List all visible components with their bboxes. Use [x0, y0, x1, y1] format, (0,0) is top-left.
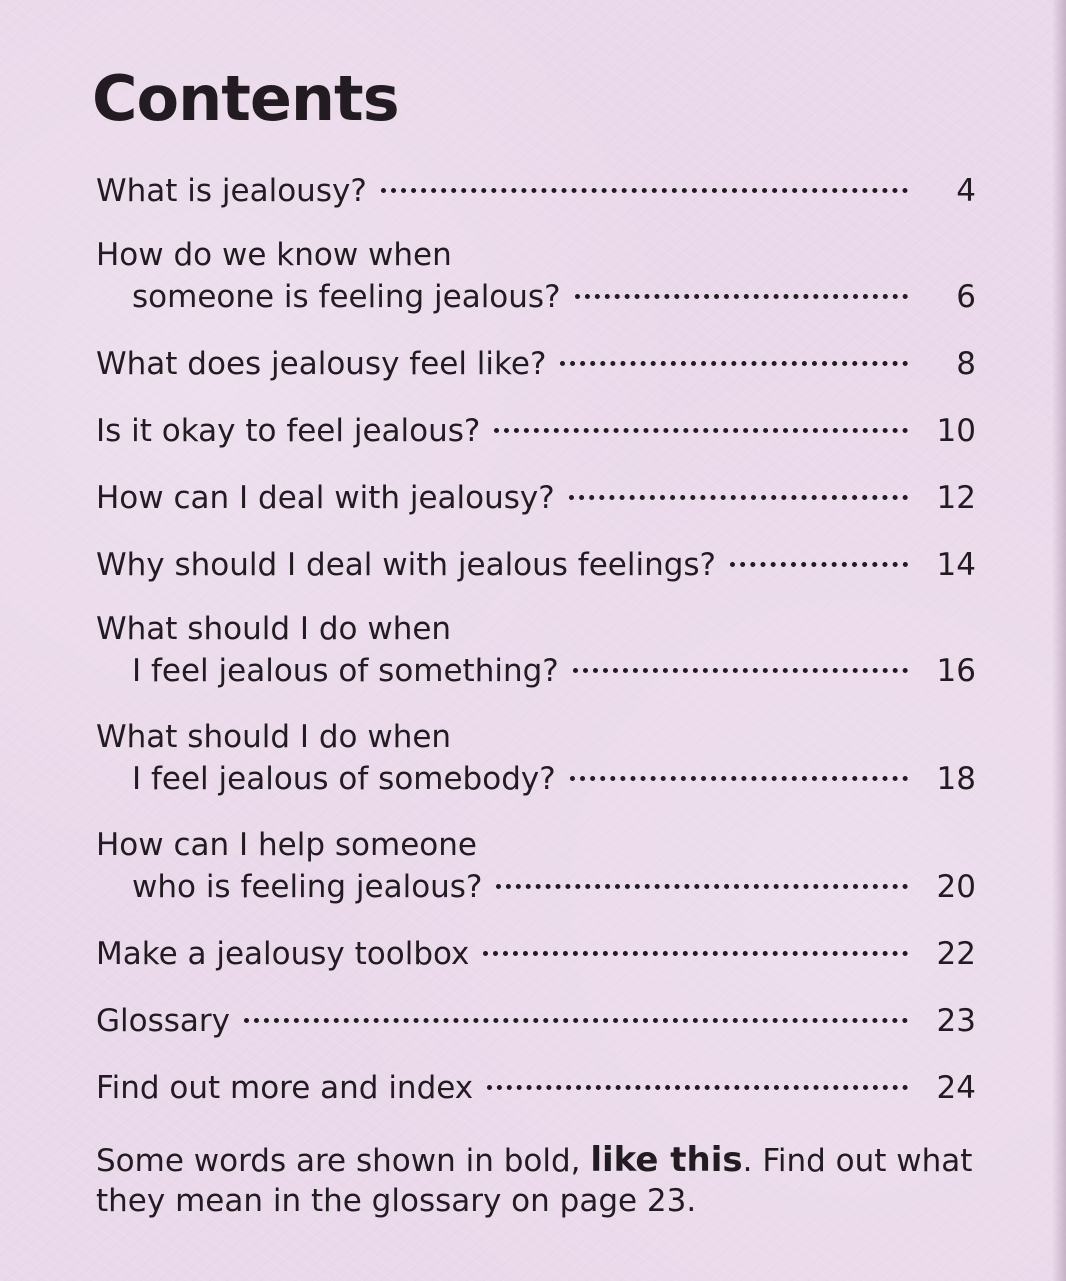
toc-page-number: 22	[936, 936, 976, 972]
toc-page-number: 16	[936, 653, 976, 689]
toc-entry-label: Glossary	[96, 1003, 230, 1039]
toc-entry[interactable]	[96, 234, 976, 318]
glossary-note	[96, 1140, 976, 1221]
toc-entry[interactable]	[96, 824, 976, 908]
toc-entry-label: Make a jealousy toolbox	[96, 936, 470, 972]
toc-entry-label: someone is feeling jealous?	[132, 279, 561, 315]
toc-leader-dots	[494, 428, 908, 433]
toc-entry[interactable]	[96, 1067, 976, 1109]
toc-page-number: 4	[956, 173, 976, 209]
glossary-note-text-after: . Find out what they mean in the glossary on page 23.	[96, 1143, 973, 1219]
toc-entry[interactable]	[96, 933, 976, 975]
toc-entry-label: Why should I deal with jealous feelings?	[96, 547, 717, 583]
toc-page-number: 23	[936, 1003, 976, 1039]
toc-entry[interactable]	[96, 608, 976, 692]
page-title: Contents	[92, 62, 399, 135]
toc-leader-dots	[381, 188, 908, 193]
toc-leader-dots	[483, 951, 908, 956]
toc-page-number: 14	[936, 547, 976, 583]
toc-entry-line1: What should I do when	[96, 719, 452, 755]
toc-page-number: 10	[936, 413, 976, 449]
page-edge-shadow	[1052, 0, 1066, 1281]
toc-entry-label: Find out more and index	[96, 1070, 474, 1106]
toc-entry-line1: How do we know when	[96, 237, 452, 273]
toc-leader-dots	[575, 294, 908, 299]
toc-page-number: 24	[936, 1070, 976, 1106]
toc-page-number: 8	[956, 346, 976, 382]
toc-entry-label: I feel jealous of something?	[132, 653, 559, 689]
toc-entry-label: What does jealousy feel like?	[96, 346, 547, 382]
toc-entry-label: who is feeling jealous?	[132, 869, 483, 905]
toc-leader-dots	[244, 1018, 908, 1023]
toc-leader-dots	[496, 884, 908, 889]
toc-entry-line1: How can I help someone	[96, 827, 477, 863]
toc-page-number: 20	[936, 869, 976, 905]
toc-page-number: 6	[956, 279, 976, 315]
toc-leader-dots	[573, 668, 908, 673]
toc-entry-label: What is jealousy?	[96, 173, 367, 209]
toc-entry[interactable]	[96, 716, 976, 800]
toc-entry[interactable]	[96, 477, 976, 519]
toc-leader-dots	[730, 562, 908, 567]
toc-leader-dots	[487, 1085, 908, 1090]
toc-page-number: 18	[936, 761, 976, 797]
toc-leader-dots	[569, 495, 908, 500]
toc-entry[interactable]	[96, 1000, 976, 1042]
toc-entry-line1: What should I do when	[96, 611, 452, 647]
toc-entry[interactable]	[96, 410, 976, 452]
glossary-note-text-before: Some words are shown in bold,	[96, 1143, 591, 1179]
toc-leader-dots	[570, 776, 908, 781]
toc-entry-label: How can I deal with jealousy?	[96, 480, 555, 516]
toc-entry-label: Is it okay to feel jealous?	[96, 413, 481, 449]
toc-entry[interactable]	[96, 170, 976, 212]
toc-entry[interactable]	[96, 343, 976, 385]
toc-entry-label: I feel jealous of somebody?	[132, 761, 556, 797]
toc-entry[interactable]	[96, 544, 976, 586]
toc-leader-dots	[560, 361, 908, 366]
toc-page-number: 12	[936, 480, 976, 516]
glossary-note-bold-example: like this	[590, 1140, 743, 1180]
